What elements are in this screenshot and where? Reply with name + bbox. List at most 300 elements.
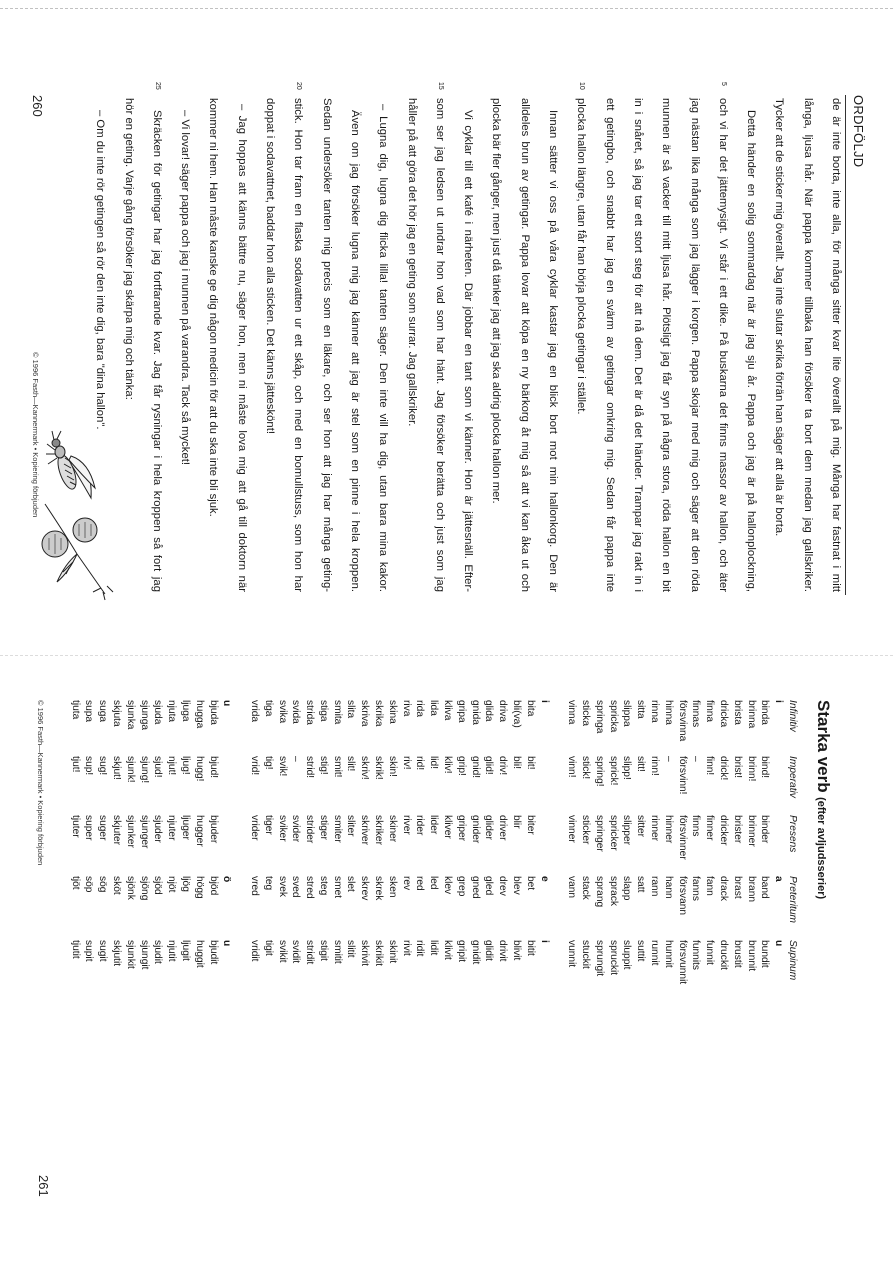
verb-form-cell: skrik! <box>373 756 385 780</box>
scan-edge-line <box>0 8 893 10</box>
verb-form-cell: super <box>83 815 95 841</box>
story-text <box>86 82 850 592</box>
verb-form-cell: svikit <box>276 940 288 963</box>
verb-form-cell: sup! <box>83 756 95 776</box>
verb-form-cell: hugger <box>193 815 205 847</box>
verb-form-cell: finnas <box>690 700 702 728</box>
verb-row <box>371 700 385 1000</box>
verb-form-cell: svidit <box>290 940 302 964</box>
verb-row <box>716 700 730 1000</box>
verb-form-cell: slet <box>345 876 357 892</box>
column-header: Supinum <box>787 940 798 981</box>
verb-form-cell: rinner <box>649 815 661 842</box>
vowel-series-row <box>537 700 551 1000</box>
verb-row <box>164 700 178 1000</box>
verb-row <box>385 700 399 1000</box>
verb-form-cell: stig! <box>317 756 329 775</box>
verb-form-cell: slit! <box>345 756 357 772</box>
story-line: 25 Skräcken för getingar har jag fortfarande kvar. Jag får rysningar i hela kroppen så fort jag <box>143 98 171 592</box>
verb-form-cell: finn! <box>704 756 716 776</box>
verb-form-cell: brista <box>731 700 743 725</box>
verb-form-cell: drivit <box>497 940 509 962</box>
verb-row <box>592 700 606 1000</box>
vowel-label: u <box>773 940 785 947</box>
strong-verbs-table <box>68 700 799 1000</box>
section-title: ORDFÖLJD <box>851 95 866 168</box>
verb-form-cell: sjunk! <box>124 756 136 783</box>
verb-form-cell: njuter <box>166 815 178 841</box>
verb-form-cell: gripit <box>455 940 467 963</box>
verb-form-cell: sken <box>386 876 398 898</box>
line-number: 15 <box>436 82 444 90</box>
verb-form-cell: sjuda <box>152 700 164 725</box>
verb-row <box>261 700 275 1000</box>
verb-form-cell: tiger <box>262 815 274 835</box>
verb-form-cell: drick! <box>718 756 730 781</box>
verb-form-cell: funnit <box>704 940 716 965</box>
verb-form-cell: glid! <box>483 756 495 775</box>
page-fold <box>0 655 893 657</box>
verb-form-cell: springer <box>593 815 605 852</box>
verb-form-cell: stack <box>580 876 592 900</box>
verb-form-cell: blev <box>511 876 523 895</box>
verb-form-cell: skjuter <box>110 815 122 846</box>
verb-form-cell: skrivit <box>359 940 371 967</box>
verb-form-cell: sköt <box>110 876 122 895</box>
verb-form-cell: teg <box>262 876 274 891</box>
verb-form-cell: söp <box>83 876 95 893</box>
verb-form-cell: driva <box>497 700 509 723</box>
verb-form-cell: sprang <box>593 876 605 908</box>
verb-form-cell: gled <box>483 876 495 896</box>
verb-row <box>495 700 509 1000</box>
verb-form-cell: skriker <box>373 815 385 845</box>
verb-form-cell: tjutit <box>69 940 81 959</box>
verb-form-cell: kliver <box>442 815 454 839</box>
line-number: 10 <box>578 82 586 90</box>
verb-form-cell: tjuta <box>69 700 81 720</box>
verb-form-cell: bet <box>524 876 536 891</box>
verb-form-cell: sjunker <box>124 815 136 848</box>
verb-form-cell: ljög <box>179 876 191 892</box>
verb-form-cell: rid! <box>414 756 426 771</box>
verb-form-cell: – <box>690 756 702 762</box>
verb-form-cell: sluppit <box>621 940 633 970</box>
verb-form-cell: sugit <box>97 940 109 962</box>
verb-form-cell: spricka <box>607 700 619 733</box>
verb-form-cell: sjönk <box>124 876 136 900</box>
verb-form-cell: sjunga <box>138 700 150 731</box>
column-header: Presens <box>787 815 798 853</box>
copyright-footer-left: © 1996 Fasth—Kannermark • Kopiering förbjuden <box>31 352 40 518</box>
verb-form-cell: skjut! <box>110 756 122 780</box>
verb-form-cell: – <box>662 756 674 762</box>
story-line: in i snåret, så jag tar ett stort steg för att nå dem. Det är då det händer. Trampar jag rakt in i <box>631 98 644 592</box>
verb-row <box>564 700 578 1000</box>
verb-form-cell: skrek <box>373 876 385 901</box>
verb-row <box>620 700 634 1000</box>
verb-form-cell: spruckit <box>607 940 619 976</box>
verb-form-cell: smita <box>331 700 343 725</box>
story-line: jag nästan lika många som jag lägger i korgen. Pappa skojar med mig och säger att den röda <box>688 98 701 592</box>
story-line: alldeles brun av getingar. Pappa lovar att köpa en ny bärkorg åt mig så att vi kan åka ut och <box>518 98 531 592</box>
verb-form-cell: gned <box>469 876 481 899</box>
verb-form-cell: suttit <box>635 940 647 962</box>
verb-row <box>289 700 303 1000</box>
verb-form-cell: griper <box>455 815 467 842</box>
verb-row <box>509 700 523 1000</box>
verb-form-cell: bjud! <box>207 756 219 779</box>
verb-form-cell: springa <box>593 700 605 734</box>
verb-form-cell: lider <box>428 815 440 835</box>
verb-form-cell: hunnit <box>662 940 674 968</box>
verb-row <box>647 700 661 1000</box>
verb-form-cell: kliv! <box>442 756 454 774</box>
verb-form-cell: njuta <box>166 700 178 723</box>
verb-form-cell: rider <box>414 815 426 836</box>
verb-form-cell: suga <box>97 700 109 723</box>
verb-form-cell: vrid! <box>248 756 260 776</box>
verb-form-cell: grep <box>455 876 467 897</box>
verb-form-cell: brister <box>731 815 743 844</box>
verb-form-cell: bita <box>524 700 536 717</box>
verb-form-cell: tjöt <box>69 876 81 890</box>
vowel-label: e <box>538 876 550 882</box>
verb-form-cell: sved <box>290 876 302 898</box>
verb-form-cell: slipper <box>621 815 633 846</box>
story-line: Även om jag försöker lugna mig jag känner att jag är stel som en pinne i hela kroppen. <box>348 110 361 592</box>
verb-form-cell: sjunka <box>124 700 136 730</box>
verb-form-cell: svik! <box>276 756 288 777</box>
verb-form-cell: smet <box>331 876 343 899</box>
verb-form-cell: blivit <box>511 940 523 961</box>
verb-form-cell: skinit <box>386 940 398 964</box>
verb-form-cell: sticker <box>580 815 592 845</box>
verb-form-cell: brustit <box>731 940 743 968</box>
column-header: Preteritum <box>787 876 798 923</box>
verb-form-cell: funnits <box>690 940 702 971</box>
verb-form-cell: river <box>400 815 412 835</box>
verb-form-cell: tig! <box>262 756 274 770</box>
story-line: munnen är så vacker till mitt ljusa hår. Plötsligt jag får syn på några stora, röda hallon en bit <box>660 98 673 592</box>
verb-form-cell: sjud! <box>152 756 164 778</box>
verb-row <box>316 700 330 1000</box>
vowel-label: i <box>538 940 550 943</box>
verb-form-cell: sug! <box>97 756 109 776</box>
verb-form-cell: brinn! <box>745 756 757 782</box>
verb-form-cell: njöt <box>166 876 178 893</box>
verb-form-cell: huggit <box>193 940 205 968</box>
verb-form-cell: vred <box>248 876 260 896</box>
verb-form-cell: driv! <box>497 756 509 776</box>
verb-form-cell: biter <box>524 815 536 835</box>
story-line: Tycker att de sticker mig överallt. Jag inte slutar skrika förrän han säger att alla är borta. <box>773 98 786 537</box>
verb-form-cell: skrika <box>373 700 385 727</box>
verb-form-cell: rida <box>414 700 426 717</box>
raspberry-illustration <box>35 494 115 604</box>
verb-row <box>123 700 137 1000</box>
verb-form-cell: försvunnit <box>676 940 688 985</box>
verb-row <box>178 700 192 1000</box>
verb-form-cell: rinna <box>649 700 661 723</box>
verb-form-cell: gnidit <box>469 940 481 965</box>
verb-form-cell: ljug! <box>179 756 191 775</box>
verb-form-cell: riv! <box>400 756 412 770</box>
verb-form-cell: sitt! <box>635 756 647 772</box>
verb-row <box>675 700 689 1000</box>
verb-form-cell: steg <box>317 876 329 896</box>
column-header: Infinitiv <box>787 700 798 732</box>
verb-form-cell: sjungit <box>138 940 150 970</box>
vowel-series-row <box>220 700 234 1000</box>
verb-form-cell: – <box>290 756 302 762</box>
verb-row <box>468 700 482 1000</box>
vowel-label: u <box>221 700 233 707</box>
verb-row <box>523 700 537 1000</box>
verb-form-cell: sjöd <box>152 876 164 895</box>
verb-form-cell: rivit <box>400 940 412 956</box>
verb-form-cell: sjunkit <box>124 940 136 969</box>
verb-row <box>330 700 344 1000</box>
verb-form-cell: tjuter <box>69 815 81 838</box>
verb-row <box>661 700 675 1000</box>
verb-row <box>206 700 220 1000</box>
story-line: kommer ni hem. Han måste kanske ge dig någon medicin för att du ska inte bli sjuk. <box>207 98 220 517</box>
verb-row <box>358 700 372 1000</box>
verb-form-cell: skriv! <box>359 756 371 780</box>
verb-form-cell: drev <box>497 876 509 896</box>
verb-form-cell: försvinner <box>676 815 688 860</box>
verb-row <box>247 700 261 1000</box>
verb-row <box>413 700 427 1000</box>
verb-form-cell: vunnit <box>566 940 578 968</box>
verb-form-cell: tiga <box>262 700 274 717</box>
vowel-label: u <box>221 940 233 947</box>
story-line: de är inte borta, inte alla, för många sitter kvar lite överallt på mig. Många har fastnat i mitt <box>830 98 842 592</box>
verb-form-cell: slita <box>345 700 357 719</box>
verb-row <box>275 700 289 1000</box>
verb-form-cell: driver <box>497 815 509 841</box>
verb-form-cell: högg <box>193 876 205 899</box>
verb-form-cell: sitta <box>635 700 647 719</box>
verb-form-cell: sög <box>97 876 109 893</box>
verb-form-cell: njut! <box>166 756 178 776</box>
verb-form-cell: sprick! <box>607 756 619 786</box>
verb-form-cell: brinner <box>745 815 757 847</box>
verb-form-cell: skrev <box>359 876 371 901</box>
verb-form-cell: försvinn! <box>676 756 688 795</box>
story-line: – Om du inte rör getingen så rör den inte dig, bara "dina hallon". <box>94 110 107 430</box>
verb-row <box>440 700 454 1000</box>
verb-row <box>68 700 82 1000</box>
verb-row <box>578 700 592 1000</box>
verb-form-cell: sjudit <box>152 940 164 964</box>
line-number: 20 <box>295 82 303 90</box>
verb-form-cell: strid! <box>304 756 316 779</box>
verb-form-cell: slitit <box>345 940 357 958</box>
verb-form-cell: sprungit <box>593 940 605 977</box>
page-number-right: 261 <box>36 1175 51 1197</box>
verb-form-cell: vinna <box>566 700 578 725</box>
verb-form-cell: sjuder <box>152 815 164 843</box>
story-line: doppat i sodavattnet, baddar hon alla sticken. Det känns jätteskönt! <box>264 98 277 434</box>
title-main: Starka verb <box>814 700 833 793</box>
story-line: ett getingbo, och snabbt har jag en svärm av getingar omkring mig. Sedan får pappa inte <box>603 98 616 592</box>
verb-form-cell: lid! <box>428 756 440 770</box>
verb-form-cell: ljuger <box>179 815 191 840</box>
verb-form-cell: brast <box>731 876 743 899</box>
verb-form-cell: bli! <box>511 756 523 770</box>
verb-form-cell: vridit <box>248 940 260 962</box>
verb-form-cell: njutit <box>166 940 178 962</box>
verb-form-cell: tigit <box>262 940 274 956</box>
verb-form-cell: skin! <box>386 756 398 777</box>
verb-form-cell: bitit <box>524 940 536 956</box>
verb-form-cell: rev <box>400 876 412 891</box>
verb-form-cell: sjunger <box>138 815 150 849</box>
verb-form-cell: grip! <box>455 756 467 776</box>
verb-row <box>302 700 316 1000</box>
verb-form-cell: ljuga <box>179 700 191 722</box>
verb-form-cell: bjöd <box>207 876 219 896</box>
verb-form-cell: lida <box>428 700 440 716</box>
verb-row <box>82 700 96 1000</box>
verb-table-title <box>813 700 833 899</box>
verb-form-cell: hinna <box>662 700 674 725</box>
verb-form-cell: runnit <box>649 940 661 966</box>
verb-row <box>95 700 109 1000</box>
vowel-label: i <box>538 700 550 703</box>
column-header: Imperativ <box>787 756 798 798</box>
verb-form-cell: glida <box>483 700 495 722</box>
page-number-left: 260 <box>30 95 45 117</box>
verb-row <box>109 700 123 1000</box>
story-line: hör en geting. Varje gång försöker jag skärpa mig och tänka: <box>122 98 135 400</box>
verb-row <box>606 700 620 1000</box>
story-line: Sedan undersöker tanten mig precis som en läkare, och ser hon att jag har många geting- <box>320 98 333 592</box>
copyright-footer-right: © 1996 Fasth—Kannermark • Kopiering förbjuden <box>36 700 45 866</box>
verb-form-cell: druckit <box>718 940 730 971</box>
verb-form-cell: dricka <box>718 700 730 728</box>
verb-form-cell: brunnit <box>745 940 757 972</box>
verb-form-cell: sticka <box>580 700 592 727</box>
verb-form-cell: riva <box>400 700 412 717</box>
verb-row <box>454 700 468 1000</box>
vowel-label: a <box>773 876 785 882</box>
line-number: 5 <box>719 82 727 86</box>
verb-form-cell: led <box>428 876 440 890</box>
verb-form-cell: fanns <box>690 876 702 901</box>
verb-row <box>426 700 440 1000</box>
verb-form-cell: sjöng <box>138 876 150 901</box>
verb-form-cell: skriver <box>359 815 371 845</box>
verb-form-cell: skina <box>386 700 398 724</box>
verb-form-cell: hann <box>662 876 674 899</box>
verb-form-cell: bind! <box>759 756 771 779</box>
verb-form-cell: red <box>414 876 426 891</box>
verb-form-cell: gnider <box>469 815 481 844</box>
verb-form-cell: spring! <box>593 756 605 787</box>
verb-form-cell: brinna <box>745 700 757 729</box>
story-line: Detta händer en solig sommardag när är jag sju år. Pappa och jag är på hallonplockning, <box>745 110 758 592</box>
verb-form-cell: svida <box>290 700 302 724</box>
verb-row <box>633 700 647 1000</box>
story-line: – Vi lovar! säger pappa och jag i munnen på varandra. Tack så mycket! <box>179 110 192 466</box>
verb-form-cell: vrider <box>248 815 260 841</box>
verb-row <box>689 700 703 1000</box>
verb-form-cell: rann <box>649 876 661 897</box>
verb-form-cell: supa <box>83 700 95 723</box>
verb-form-cell: bjuda <box>207 700 219 725</box>
story-line: 20 stick. Hon tar fram en flaska sodavatten ur ett skåp, och med en bomullstuss, som hon har <box>284 98 312 592</box>
verb-form-cell: stigit <box>317 940 329 961</box>
verb-form-cell: ljugit <box>179 940 191 961</box>
verb-form-cell: sliter <box>345 815 357 837</box>
verb-form-cell: suger <box>97 815 109 841</box>
verb-form-cell: stred <box>304 876 316 899</box>
verb-row <box>151 700 165 1000</box>
verb-form-cell: hugg! <box>193 756 205 782</box>
verb-form-cell: skiner <box>386 815 398 843</box>
vowel-label: ö <box>221 876 233 883</box>
verb-form-cell: brann <box>745 876 757 903</box>
verb-form-cell: ridit <box>414 940 426 957</box>
verb-form-cell: sitter <box>635 815 647 838</box>
verb-form-cell: bli(va) <box>511 700 523 728</box>
verb-row <box>137 700 151 1000</box>
verb-form-cell: strida <box>304 700 316 725</box>
verb-form-cell: dricker <box>718 815 730 846</box>
verb-form-cell: spricker <box>607 815 619 851</box>
verb-form-cell: vrida <box>248 700 260 723</box>
verb-form-cell: kliva <box>442 700 454 721</box>
verb-form-cell: smiter <box>331 815 343 843</box>
verb-form-cell: skriva <box>359 700 371 727</box>
verb-row <box>192 700 206 1000</box>
verb-form-cell: glider <box>483 815 495 840</box>
story-line: 15 som ser jag ledsen ut undrar hon vad som har hänt. Jag försöker berätta och just som jag <box>426 98 454 592</box>
verb-form-cell: bjuder <box>207 815 219 844</box>
verb-row <box>344 700 358 1000</box>
verb-form-cell: band <box>759 876 771 899</box>
verb-form-cell: stiga <box>317 700 329 722</box>
verb-form-cell: smitit <box>331 940 343 964</box>
verb-form-cell: smit! <box>331 756 343 778</box>
verb-form-cell: tjut! <box>69 756 81 773</box>
verb-form-cell: slippa <box>621 700 633 727</box>
verb-form-cell: vinner <box>566 815 578 843</box>
story-line: långa, ljusa hår. När pappa kommer tillbaka han försöker ta bort dem medan jag gallskriker. <box>801 98 814 592</box>
story-line: 10 plocka hallon längre, utan får han börja plocka getingar i stället. <box>567 98 595 592</box>
verb-form-cell: supit <box>83 940 95 962</box>
story-line: Vi cyklar till ett kafé i närheten. Där jobbar en tant som vi känner. Hon är jättesnäll. Efter- <box>462 110 475 592</box>
verb-form-cell: vann <box>566 876 578 899</box>
verb-form-cell: fann <box>704 876 716 896</box>
story-line: håller på att göra det hör jag en geting som surrar. Jag gallskriker. <box>405 98 418 427</box>
line-number: 25 <box>153 82 161 90</box>
verb-form-cell: binder <box>759 815 771 844</box>
story-line: – Lugna dig, lugna dig flicka lilla! tanten säger. Den inte vill ha dig, utan bara mina kakor. <box>377 104 390 592</box>
verb-form-cell: svika <box>276 700 288 724</box>
verb-form-cell: hugga <box>193 700 205 729</box>
verb-form-cell: slapp <box>621 876 633 901</box>
verb-form-cell: stick! <box>580 756 592 780</box>
story-line: – Jag hoppas att känns bättre nu, säger hon, men ni måste lova mig att gå till doktorn när <box>235 104 248 592</box>
verb-form-cell: svek <box>276 876 288 897</box>
verb-row <box>702 700 716 1000</box>
verb-form-cell: drack <box>718 876 730 901</box>
verb-form-cell: klivit <box>442 940 454 960</box>
